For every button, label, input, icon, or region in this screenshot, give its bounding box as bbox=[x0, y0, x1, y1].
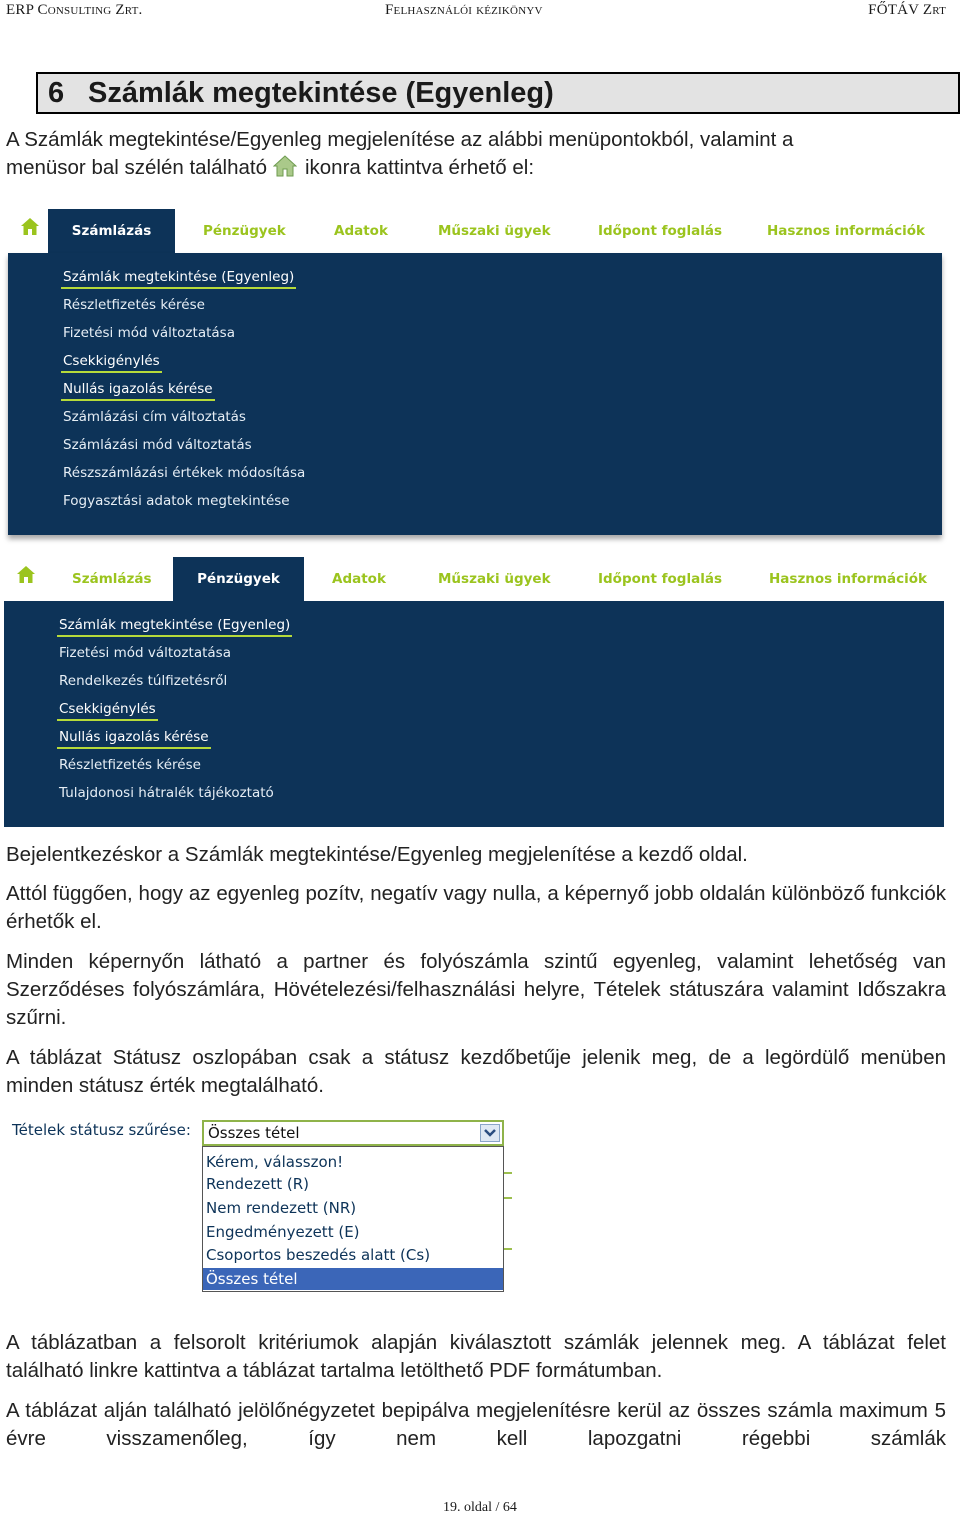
menu-item[interactable]: Csekkigénylés bbox=[57, 699, 158, 721]
tab-adatok[interactable]: Adatok bbox=[334, 223, 388, 239]
status-option[interactable]: Nem rendezett (NR) bbox=[206, 1199, 357, 1217]
tab-idopont-foglalas[interactable]: Időpont foglalás bbox=[598, 571, 722, 587]
tab-penzugyek[interactable]: Pénzügyek bbox=[173, 557, 304, 601]
status-filter-options bbox=[202, 1146, 504, 1292]
menu-item[interactable]: Számlázási cím változtatás bbox=[63, 409, 246, 425]
status-option[interactable]: Csoportos beszedés alatt (Cs) bbox=[206, 1246, 431, 1264]
paragraph-filters: Minden képernyőn látható a partner és folyószámla szintű egyenleg, valamint lehetőség van Szerződéses folyószámlára, Hövételezési/felhasználási helyre, Tételek státuszára valamint Időszakra szűrni. bbox=[6, 950, 946, 1029]
menu-item[interactable]: Fogyasztási adatok megtekintése bbox=[63, 493, 290, 509]
menu-item[interactable]: Számlázási mód változtatás bbox=[63, 437, 252, 453]
menu-item[interactable]: Fizetési mód változtatása bbox=[63, 325, 235, 341]
tab-szamlazas[interactable]: Számlázás bbox=[72, 571, 152, 587]
intro-line1: A Számlák megtekintése/Egyenleg megjelenítése az alábbi menüpontokból, valamint a bbox=[6, 128, 794, 151]
menu-item[interactable]: Számlák megtekintése (Egyenleg) bbox=[57, 615, 292, 637]
divider bbox=[504, 1172, 512, 1174]
status-option[interactable]: Rendezett (R) bbox=[206, 1175, 309, 1193]
paragraph-balance: Attól függően, hogy az egyenleg pozítv, negatív vagy nulla, a képernyő jobb oldalán különböző funkciók érhetők el. bbox=[6, 882, 946, 933]
header-company: ERP Consulting Zrt. bbox=[6, 2, 143, 18]
menu-item[interactable]: Fizetési mód változtatása bbox=[59, 645, 231, 661]
paragraph-table: A táblázatban a felsorolt kritériumok alapján kiválasztott számlák jelennek meg. A táblázat felet található linkre kattintva a táblázat tartalma letölthető PDF formátumban. bbox=[6, 1331, 946, 1382]
menu-item[interactable]: Tulajdonosi hátralék tájékoztató bbox=[59, 785, 274, 801]
tab-adatok[interactable]: Adatok bbox=[332, 571, 386, 587]
menu-item[interactable]: Részszámlázási értékek módosítása bbox=[63, 465, 306, 481]
menu2-dropdown-panel bbox=[4, 601, 944, 827]
page-number: 19. oldal / 64 bbox=[443, 1500, 517, 1515]
tab-szamlazas[interactable]: Számlázás bbox=[48, 209, 175, 253]
tab-idopont-foglalas[interactable]: Időpont foglalás bbox=[598, 223, 722, 239]
intro-line2-after: ikonra kattintva érhető el: bbox=[304, 156, 535, 179]
home-icon[interactable] bbox=[20, 217, 40, 237]
tab-penzugyek[interactable]: Pénzügyek bbox=[203, 223, 286, 239]
tab-muszaki-ugyek[interactable]: Műszaki ügyek bbox=[438, 223, 551, 239]
divider bbox=[504, 1197, 512, 1199]
menu-screenshot-1 bbox=[8, 209, 942, 539]
status-option[interactable]: Kérem, válasszon! bbox=[206, 1153, 344, 1171]
menu-item[interactable]: Csekkigénylés bbox=[61, 351, 162, 373]
chevron-down-icon[interactable] bbox=[480, 1124, 500, 1142]
menu-item[interactable]: Részletfizetés kérése bbox=[63, 297, 205, 313]
menu-screenshot-2 bbox=[4, 557, 944, 829]
status-filter-value: Összes tétel bbox=[208, 1124, 300, 1142]
status-option[interactable]: Engedményezett (E) bbox=[206, 1223, 360, 1241]
status-filter-label: Tételek státusz szűrése: bbox=[12, 1121, 191, 1139]
tab-hasznos-informaciok[interactable]: Hasznos információk bbox=[769, 571, 928, 587]
section-number: 6 bbox=[48, 77, 65, 109]
paragraph-login: Bejelentkezéskor a Számlák megtekintése/Egyenleg megjelenítése a kezdő oldal. bbox=[6, 843, 748, 866]
section-heading bbox=[36, 72, 960, 114]
menu2-topbar bbox=[4, 557, 944, 601]
paragraph-status-column: A táblázat Státusz oszlopában csak a státusz kezdőbetűje jelenik meg, de a legördülő menüben minden státusz érték megtalálható. bbox=[6, 1046, 946, 1097]
menu-item[interactable]: Számlák megtekintése (Egyenleg) bbox=[61, 267, 296, 289]
header-doc-title: Felhasználói kézikönyv bbox=[385, 2, 543, 18]
home-icon[interactable] bbox=[16, 565, 36, 585]
tab-hasznos-informaciok[interactable]: Hasznos információk bbox=[767, 223, 926, 239]
menu1-topbar bbox=[8, 209, 942, 253]
paragraph-checkbox: A táblázat alján található jelölőnégyzetet bepipálva megjelenítésre kerül az összes számla maximum 5 évre visszamenőleg, így nem kell lapozgatni régebbi számlák bbox=[6, 1399, 946, 1450]
menu-item[interactable]: Rendelkezés túlfizetésről bbox=[59, 673, 228, 689]
menu-item[interactable]: Részletfizetés kérése bbox=[59, 757, 201, 773]
intro-paragraph bbox=[6, 126, 946, 182]
status-filter-select[interactable] bbox=[202, 1120, 504, 1146]
home-icon bbox=[273, 155, 297, 177]
tab-muszaki-ugyek[interactable]: Műszaki ügyek bbox=[438, 571, 551, 587]
menu-item[interactable]: Nullás igazolás kérése bbox=[57, 727, 211, 749]
header-client: FŐTÁV Zrt bbox=[868, 2, 946, 18]
status-option-selected[interactable]: Összes tétel bbox=[203, 1268, 503, 1290]
section-title: Számlák megtekintése (Egyenleg) bbox=[88, 77, 554, 109]
menu-item[interactable]: Nullás igazolás kérése bbox=[61, 379, 215, 401]
menu1-dropdown-panel bbox=[8, 253, 942, 535]
divider bbox=[504, 1248, 512, 1250]
intro-line2-before: menüsor bal szélén található bbox=[6, 156, 267, 179]
